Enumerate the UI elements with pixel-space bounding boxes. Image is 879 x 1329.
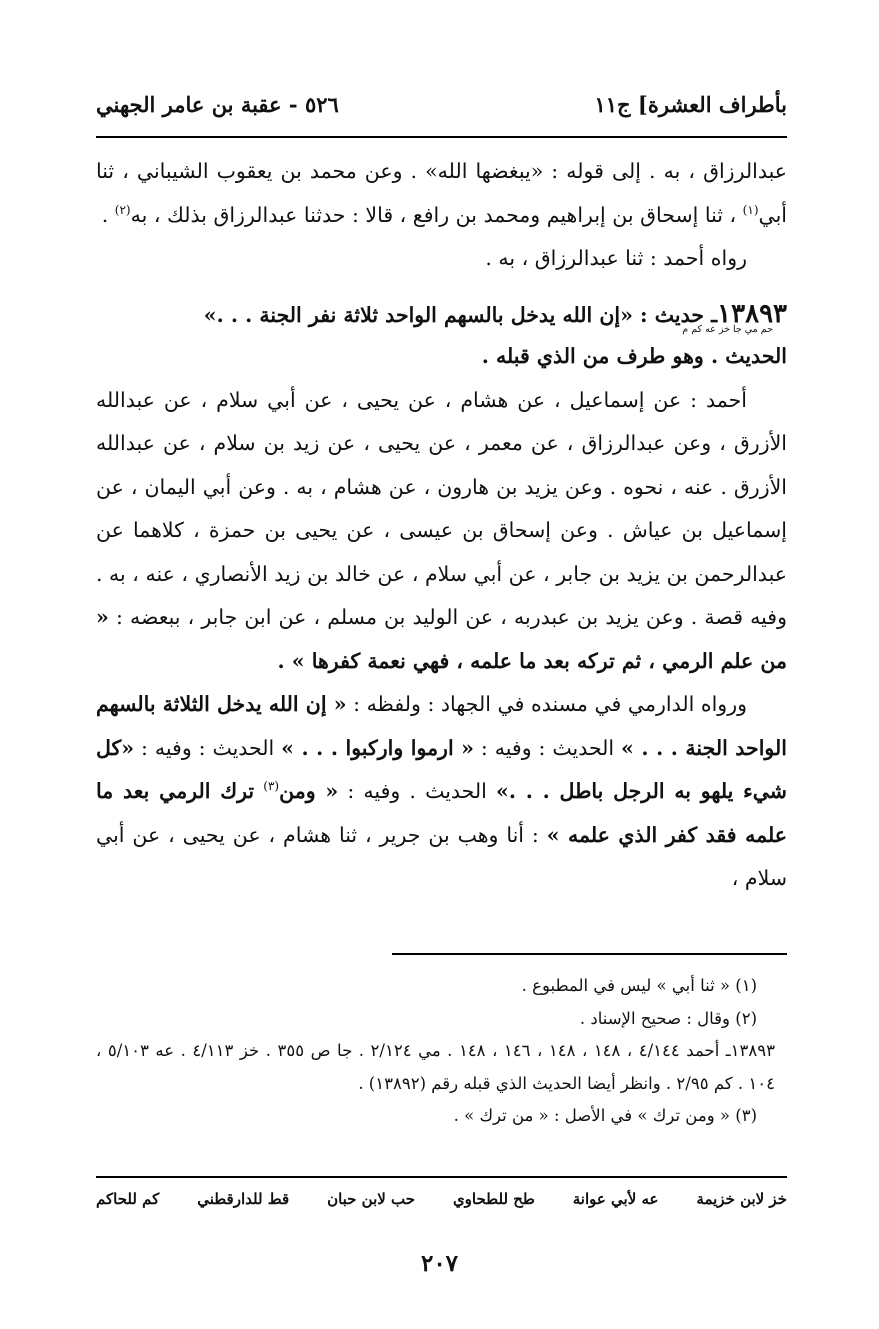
main-text: [96, 150, 787, 901]
footnote-source: ١٣٨٩٣ـ أحمد ٤/١٤٤ ، ١٤٨ ، ١٤٨ ، ١٤٦ ، ١٤٨ . مي ٢/١٢٤ . جا ص ٣٥٥ . خز ٤/١١٣ . عه ٥/١٠٣ ، ١٠٤ . كم ٢/٩٥ . وانظر أيضا الحديث الذي قبله رقم (١٣٨٩٢) .: [96, 1041, 775, 1093]
page-number: ٢٠٧: [420, 1250, 459, 1277]
paragraph-1: [96, 150, 787, 237]
legend-item: كم للحاكم: [96, 1190, 160, 1208]
footnote-ref-3[interactable]: (٣): [263, 779, 280, 794]
p4-g: الحديث . وفيه :: [347, 779, 487, 803]
legend-item: خز لابن خزيمة: [696, 1190, 787, 1208]
p4-a: ورواه الدارمي في مسنده في الجهاد : ولفظه :: [353, 692, 747, 716]
entry-title: ـ حديث : «إن الله يدخل بالسهم الواحد ثلاثة نفر الجنة . . .»: [203, 302, 718, 327]
p4-h: « ومن: [279, 779, 339, 803]
paragraph-3: [96, 379, 787, 684]
p4-d: « ارموا واركبوا . . . »: [281, 735, 474, 760]
legend-rule: [96, 1176, 787, 1178]
header-book-volume: بأطراف العشرة] ج١١: [594, 91, 787, 117]
legend-item: عه لأبي عوانة: [572, 1190, 659, 1208]
running-header: [96, 86, 787, 122]
p3-quote: « من علم الرمي ، ثم تركه بعد ما علمه ، فهي نعمة كفرها » .: [96, 605, 787, 673]
p4-e: الحديث : وفيه :: [141, 735, 275, 760]
footnote-2: (٢) وقال : صحيح الإسناد .: [579, 1008, 757, 1028]
p4-i: ترك الرمي بعد ما علمه فقد كفر الذي علمه »: [96, 779, 787, 847]
paragraph-4: [96, 683, 787, 901]
p1-text-b: ، ثنا إسحاق بن إبراهيم ومحمد بن رافع ، قالا : حدثنا عبدالرزاق بذلك ، به: [130, 202, 737, 227]
footnote-ref-1[interactable]: (١): [742, 202, 759, 217]
legend-item: حب لابن حبان: [327, 1190, 416, 1208]
paragraph-2: رواه أحمد : ثنا عبدالرزاق ، به .: [485, 246, 747, 270]
entry-number: ١٣٨٩٣: [717, 298, 787, 329]
p1-text: عبدالرزاق ، به . إلى قوله : «يبغضها الله» . وعن محمد بن يعقوب الشيباني ، ثنا أبي: [96, 159, 787, 227]
footnote-1: (١) « ثنا أبي » ليس في المطبوع .: [521, 976, 757, 995]
entry-rest: الحديث . وهو طرف من الذي قبله .: [481, 344, 787, 368]
p4-f: «كل شيء يلهو به الرجل باطل . . .»: [96, 735, 787, 803]
p4-b: « إن الله يدخل الثلاثة بالسهم الواحد الجنة . . . »: [96, 692, 787, 760]
entry-sigla: حم مي جا خز عه كم م: [682, 324, 773, 335]
footnote-rule: [392, 953, 787, 955]
footnote-3: (٣) « ومن ترك » في الأصل : « من ترك » .: [453, 1106, 757, 1125]
legend-item: قط للدارقطني: [197, 1190, 290, 1208]
sigla-legend: [96, 1190, 787, 1208]
p1-end: .: [101, 202, 109, 227]
footnote-ref-2[interactable]: (٢): [114, 202, 131, 217]
footnotes: [96, 970, 775, 1133]
header-rule: [96, 136, 787, 138]
p4-c: الحديث : وفيه :: [480, 735, 615, 760]
p3-text: أحمد : عن إسماعيل ، عن هشام ، عن يحيى ، عن أبي سلام ، عن عبدالله الأزرق ، وعن عبدالرزاق ، عن معمر ، عن يحيى ، عن زيد بن سلام ، عن عبدالله الأزرق . عنه ، نحوه . وعن يزيد بن هارون ، عن هشام ، به . وعن أبي اليمان ، عن إسماعيل بن عياش . وعن إسحاق بن عيسى ، عن يحيى بن حمزة ، كلاهما عن عبدالرحمن بن يزيد بن جابر ، عن أبي سلام ، عن خالد بن زيد الأنصاري ، عنه ، به . وفيه قصة . وعن يزيد بن عبدربه ، عن الوليد بن مسلم ، عن ابن جابر ، ببعضه :: [96, 387, 787, 629]
header-companion: ٥٢٦ - عقبة بن عامر الجهني: [96, 91, 339, 117]
p4-j: : أنا وهب بن جرير ، ثنا هشام ، عن يحيى ، عن أبي سلام ،: [96, 822, 787, 890]
legend-item: طح للطحاوي: [452, 1190, 535, 1208]
